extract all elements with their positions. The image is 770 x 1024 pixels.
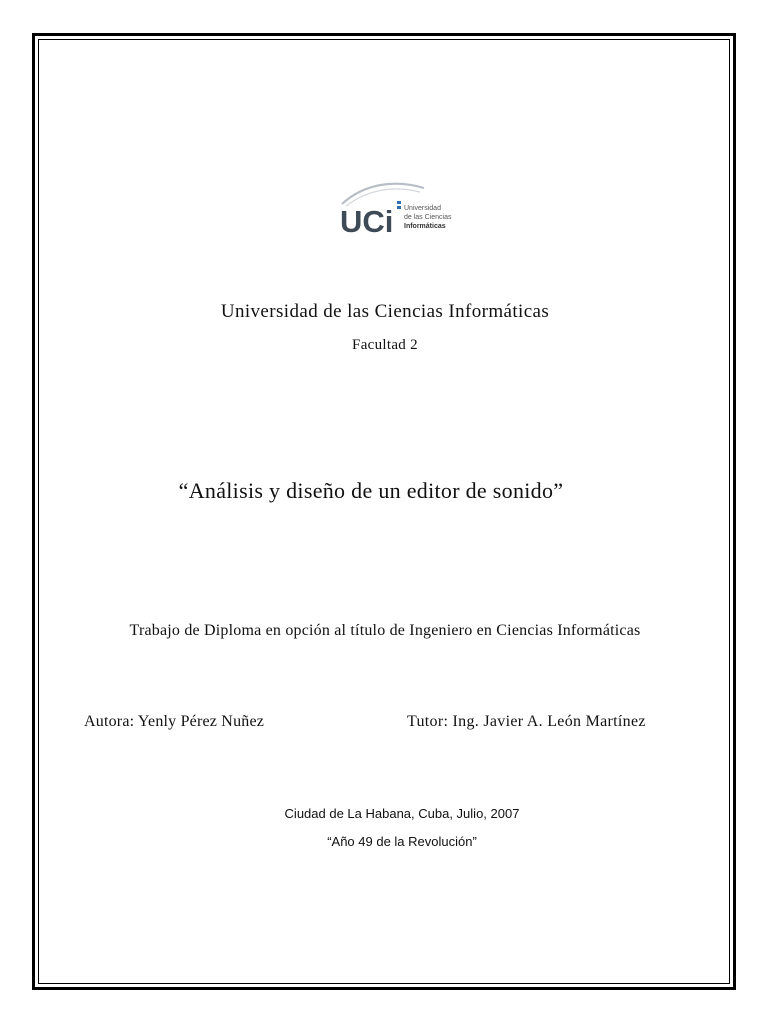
logo-mark: UCi [340, 204, 394, 236]
uci-logo-graphic [336, 180, 466, 236]
logo-bar [397, 201, 401, 204]
author-line: Autora: Yenly Pérez Nuñez [84, 713, 265, 730]
uci-logo [336, 180, 466, 236]
city-date: Ciudad de La Habana, Cuba, Julio, 2007 [284, 806, 520, 821]
faculty-name: Facultad 2 [352, 337, 418, 353]
year-motto: “Año 49 de la Revolución” [327, 834, 477, 849]
logo-text-line3: Informáticas [404, 223, 446, 230]
logo-text-line1: Universidad [404, 205, 441, 212]
logo-bar [397, 206, 401, 209]
tutor-line: Tutor: Ing. Javier A. León Martínez [407, 713, 646, 730]
logo-text-line2: de las Ciencias [404, 214, 452, 221]
thesis-title: “Análisis y diseño de un editor de sonido” [178, 478, 564, 503]
degree-statement: Trabajo de Diploma en opción al título de Ingeniero en Ciencias Informáticas [129, 622, 641, 639]
university-name: Universidad de las Ciencias Informáticas [220, 301, 550, 322]
